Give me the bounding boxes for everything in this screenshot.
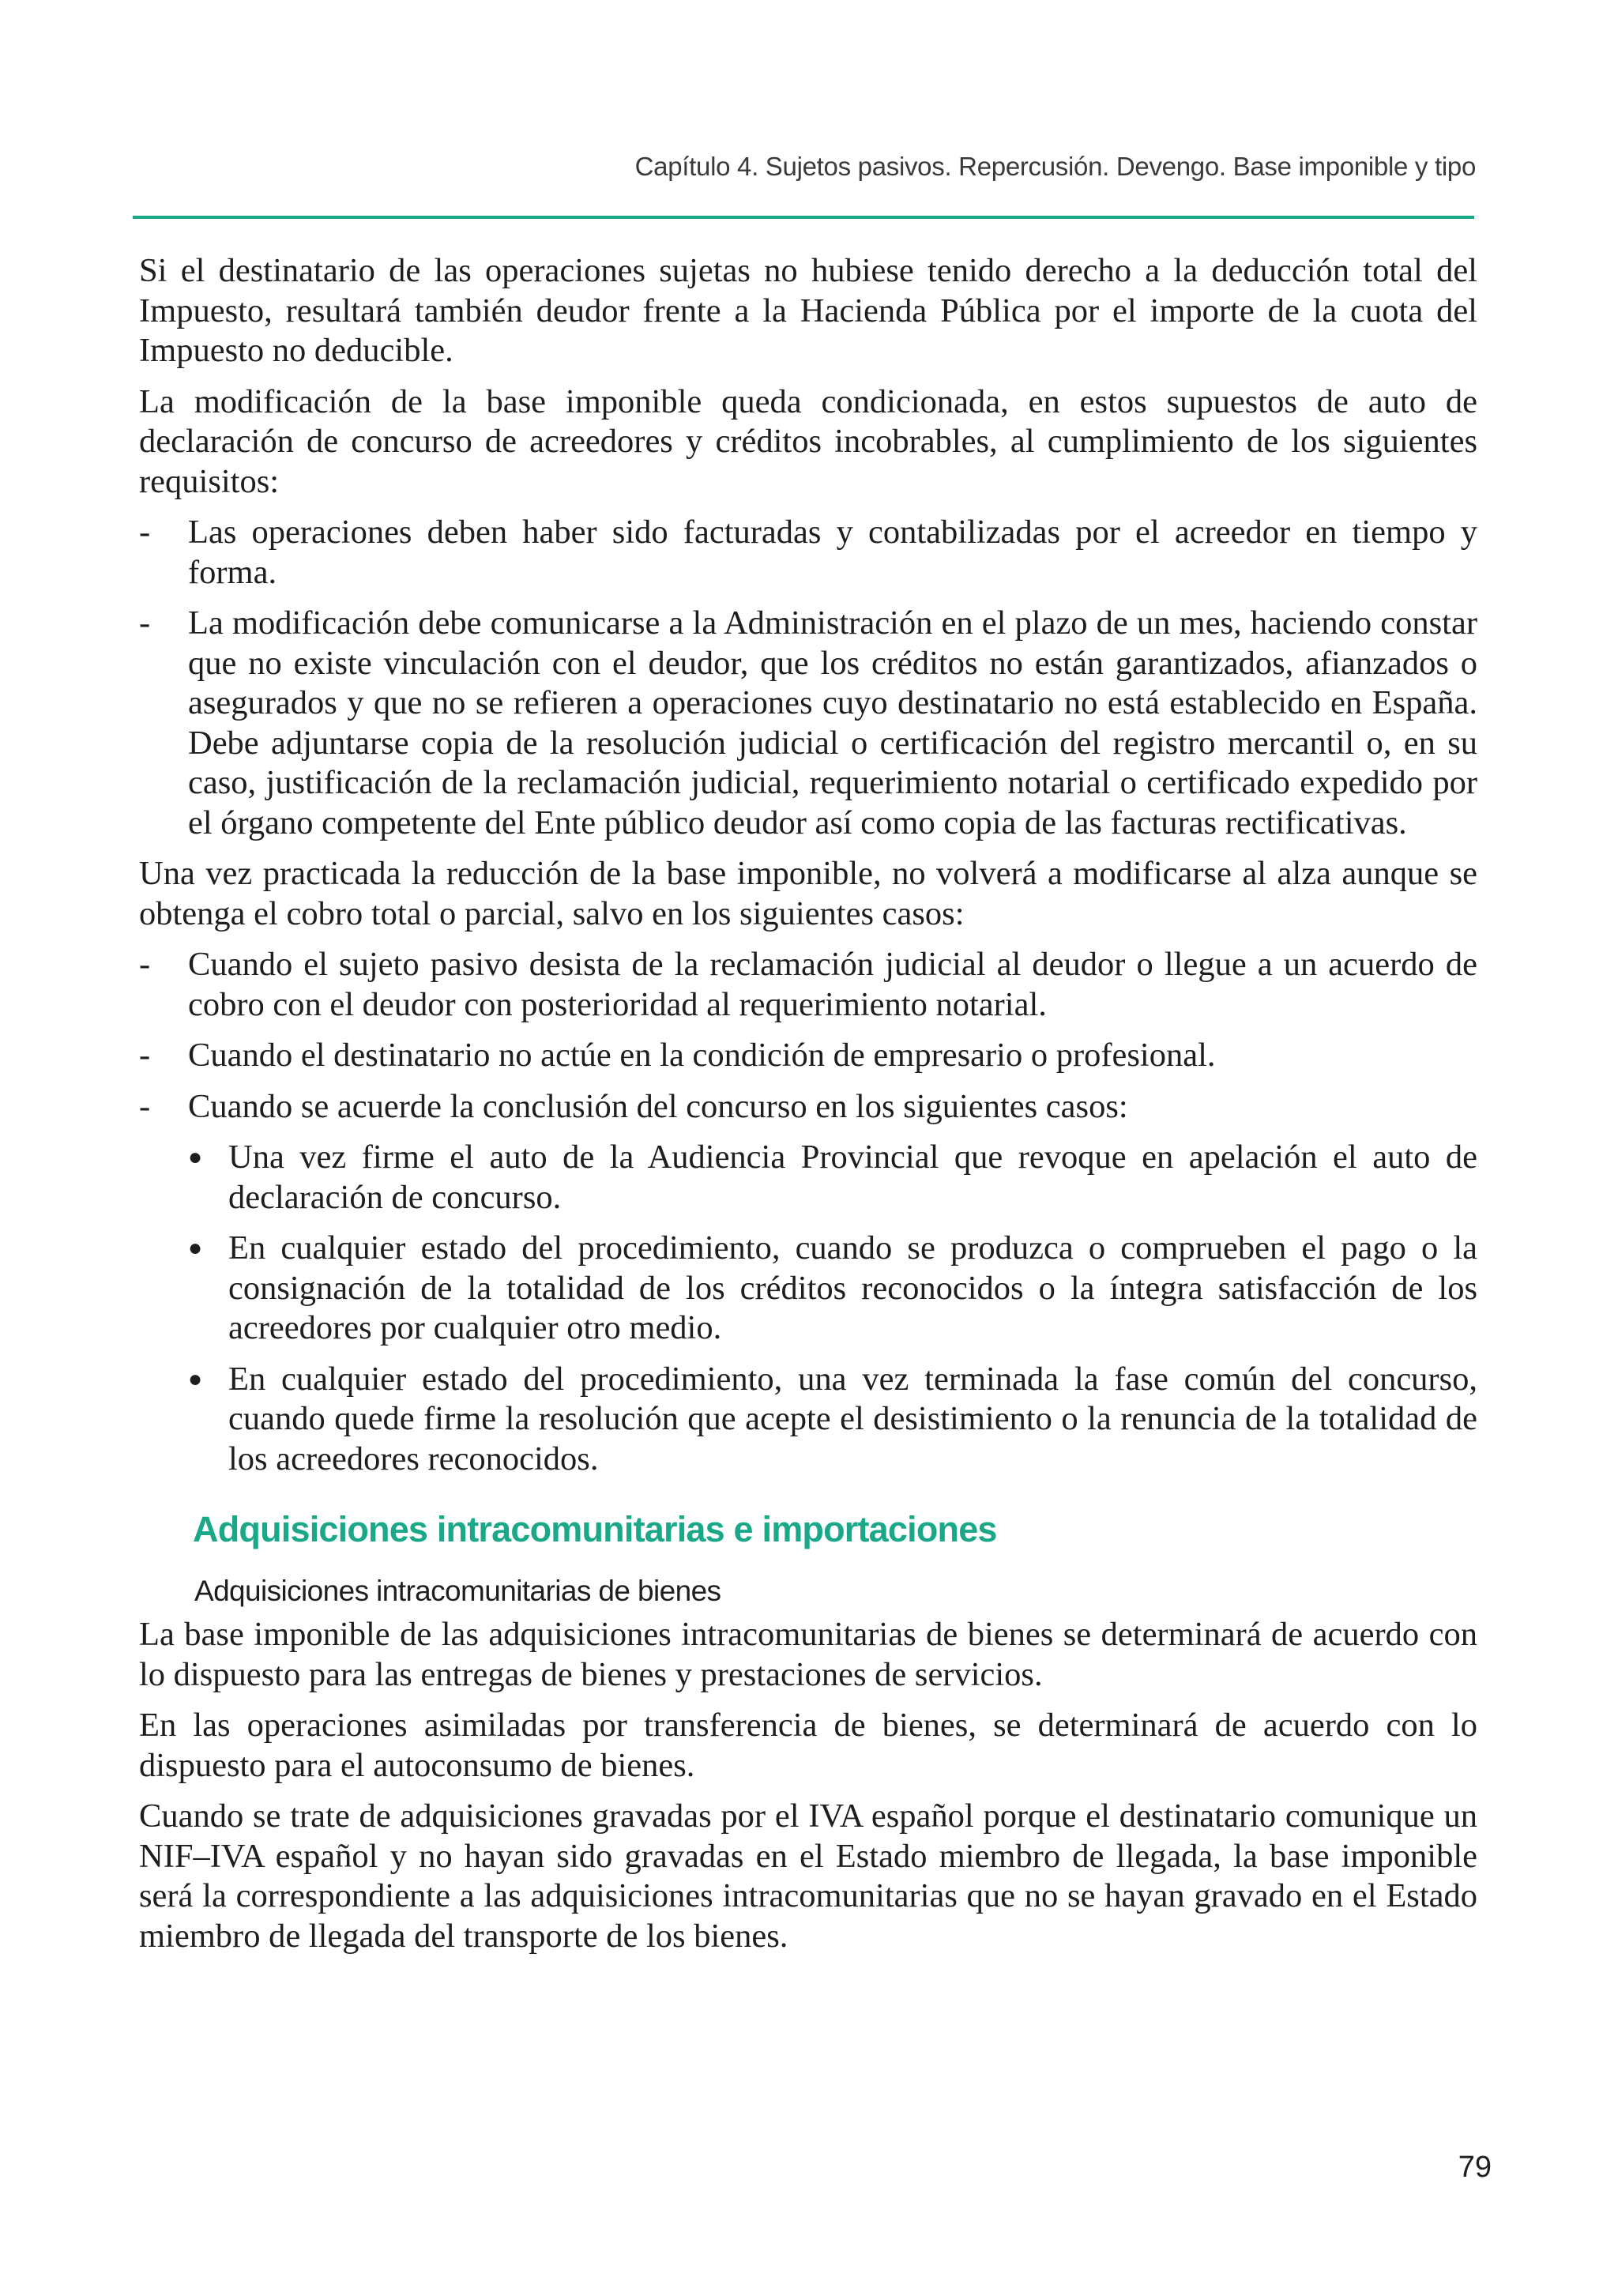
- list-item-text: Cuando el destinatario no actúe en la condición de empresario o profesional.: [188, 1037, 1216, 1074]
- list-item: [139, 604, 1477, 843]
- paragraph: Si el destinatario de las operaciones sujetas no hubiese tenido derecho a la deducción total del Impuesto, resultará también deudor frente a la Hacienda Pública por el importe de la cuota del Impuesto no deducible.: [139, 252, 1477, 369]
- bullet-item-text: En cualquier estado del procedimiento, una vez terminada la fase común del concurso, cuando quede firme la resolución que acepte el desistimiento o la renuncia de la totalidad de los acreedores reconocidos.: [228, 1360, 1477, 1477]
- dash-marker: -: [139, 514, 151, 551]
- section-title: Adquisiciones intracomunitarias e importaciones: [193, 1509, 997, 1549]
- dash-marker: -: [139, 604, 151, 642]
- paragraph: La base imponible de las adquisiciones intracomunitarias de bienes se determinará de acuerdo con lo dispuesto para las entregas de bienes y prestaciones de servicios.: [139, 1616, 1477, 1693]
- list-item: [139, 945, 1477, 1025]
- dash-marker: -: [139, 946, 151, 983]
- list-item-text: La modificación debe comunicarse a la Administración en el plazo de un mes, haciendo constar que no existe vinculación con el deudor, que los créditos no están garantizados, afianzados o asegurados y que no se refieren a operaciones cuyo destinatario no está establecido en España. Debe adjuntarse copia de la resolución judicial o certificación del registro mercantil o, en su caso, justificación de la reclamación judicial, requerimiento notarial o certificado expedido por el órgano competente del Ente público deudor así como copia de las facturas rectificativas.: [188, 604, 1477, 841]
- bullet-item: [188, 1360, 1477, 1480]
- bullet-item-text: Una vez firme el auto de la Audiencia Provincial que revoque en apelación el auto de declaración de concurso.: [228, 1139, 1477, 1216]
- list-item-text: Las operaciones deben haber sido facturadas y contabilizadas por el acreedor en tiempo y forma.: [188, 514, 1477, 591]
- header-rule: [133, 216, 1474, 219]
- bullet-item-text: En cualquier estado del procedimiento, cuando se produzca o comprueben el pago o la consignación de la totalidad de los créditos reconocidos o la íntegra satisfacción de los acreedores por cualquier otro medio.: [228, 1229, 1477, 1346]
- paragraph: La modificación de la base imponible queda condicionada, en estos supuestos de auto de declaración de concurso de acreedores y créditos incobrables, al cumplimiento de los siguientes requisitos:: [139, 382, 1477, 500]
- list-item-text: Cuando se acuerde la conclusión del concurso en los siguientes casos:: [188, 1087, 1128, 1125]
- paragraph: Una vez practicada la reducción de la base imponible, no volverá a modificarse al alza aunque se obtenga el cobro total o parcial, salvo en los siguientes casos:: [139, 855, 1477, 932]
- bullet-list: [188, 1138, 1477, 1479]
- bullet-icon: ●: [188, 1144, 203, 1170]
- bullet-icon: ●: [188, 1365, 203, 1392]
- page-body: [139, 251, 1477, 1967]
- page-number: 79: [1458, 2151, 1492, 2184]
- list-item-text: Cuando el sujeto pasivo desista de la reclamación judicial al deudor o llegue a un acuerdo de cobro con el deudor con posterioridad al requerimiento notarial.: [188, 946, 1477, 1023]
- paragraph: En las operaciones asimiladas por transferencia de bienes, se determinará de acuerdo con lo dispuesto para el autoconsumo de bienes.: [139, 1707, 1477, 1784]
- bullet-icon: ●: [188, 1235, 203, 1261]
- list-item: [139, 1036, 1477, 1076]
- paragraph: Cuando se trate de adquisiciones gravadas por el IVA español porque el destinatario comunique un NIF–IVA español y no hayan sido gravadas en el Estado miembro de llegada, la base imponible será la correspondiente a las adquisiciones intracomunitarias que no se hayan gravado en el Estado miembro de llegada del transporte de los bienes.: [139, 1797, 1477, 1955]
- running-header: Capítulo 4. Sujetos pasivos. Repercusión. Devengo. Base imponible y tipo: [634, 152, 1476, 181]
- dash-marker: -: [139, 1087, 151, 1125]
- list-item: [139, 513, 1477, 593]
- dash-marker: -: [139, 1037, 151, 1074]
- subsection-title: Adquisiciones intracomunitarias de bienes: [194, 1575, 721, 1607]
- bullet-item: [188, 1229, 1477, 1349]
- bullet-item: [188, 1138, 1477, 1218]
- list-item: [139, 1087, 1477, 1127]
